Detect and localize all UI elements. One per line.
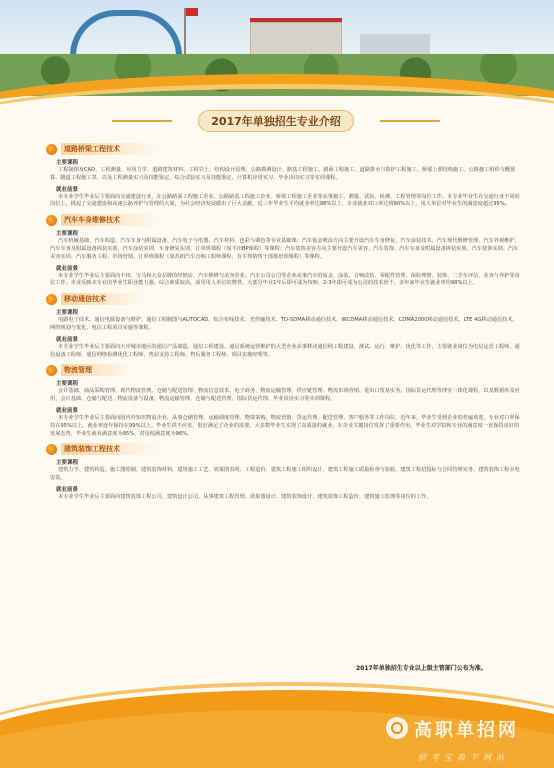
section-header [46,142,520,156]
section-header [46,363,520,377]
major-section [40,213,520,288]
watermark-logo-icon [386,717,408,739]
bullet-circle-icon [46,444,57,455]
employment-label: 就业前景 [56,486,79,493]
watermark-text: 高职单招网 [414,720,519,741]
employment-text: 本专业学生毕业后主要面向大中城市地区的通信产品制造、通信工程建设、通信系统运营维护的大型企业从事移动通信网工程建设、测试、运行、维护、优化等工作，主要就业岗位为电信运营工程师、通信设备工程师、通信网络检测优化工程师、售前支持工程师、售后服务工程师、项目实施经理等。 [50,343,520,358]
courses-text: 建筑力学、建筑构造、施工图绘制、建筑装饰材料、建筑施工工艺、效果图表现、工程造价、建筑工程施工组织设计、建筑工程施工质量检查与验收、建筑工程招投标与合同管理实务、建筑装饰工程水电安装。 [50,467,520,482]
employment-text: 本专业学生毕业后主要面向交通建设行业，在公路路面工程施工企业、公路路基工程施工企业、桥梁工程施工企业等从事施工、测量、试验、检测、工程管理等岗位工作。本专业毕业生在交通行业不同的岗位上，挑起了交通建设和高速公路养护与管理的大梁，为社会经济发展做出了巨大贡献。近三年毕业生平均就业率达98%以上，专业就业对口率达到90%以上，用人单位对毕业生的满意度超过95%。 [50,193,520,208]
section-header [46,442,520,456]
bullet-circle-icon [46,215,57,226]
employment-text: 本专业学生毕业后主要面向国内外知名物流企业，从事仓储管理、运输调度管理、物资采购、物流营销、货运代理、配送管理、客户服务等工作岗位。近年来，毕业生受到企业的普遍欢迎，专业对口率保持在95%以上，就业率连年保持在99%以上。毕业生供不应求，很好满足了企业的需要。大多数毕业生实现了高质量的就业，在企业关键岗位发挥了重要作用。毕业生对学院和专业的满意度一直保持良好的发展态势，毕业生就业满意度为95%，对母校满意度为96%。 [50,414,520,437]
employment-label: 就业前景 [56,336,79,343]
employment-text: 本专业学生毕业后主要面向建筑装饰工程公司、建筑设计公司，从事建筑工程管理、效果图设计、建筑装饰设计、建筑装饰工程造价、建筑施工监理等岗位的工作。 [58,493,432,500]
footer-note: 2017年单独招生专业以上级主管部门公布为准。 [356,665,487,672]
major-list [40,142,520,506]
section-header [46,292,520,306]
courses-text: 电路电子技术、通信电源设备与维护、通信工程制图与AUTOCAD、综合布线技术、光传输技术、TD-SDMA移动通信技术、WCDMA移动通信技术、CDMA2000移动通信技术、LTE 4G移动通信技术、网络规划与优化、电信工程项目实施等课程。 [50,317,518,331]
bullet-circle-icon [46,144,57,155]
flagpole [184,8,186,58]
employment-label: 就业前景 [56,186,79,193]
courses-label: 主要课程 [56,310,79,317]
courses-text: 会计基础、商品采购管理、现代物流管理、仓储与配送管理、物流信息技术、电子商务、物流运输管理、供应链管理、物流市场营销、进出口贸易实务、国际货运代理等理实一体化课程，以及数据库及应用、会计基础、仓储与配送、物流设备与设备、物流运输管理、仓储与配送管理、国际货运代理、毕业顶岗实习等实训课程。 [50,388,520,403]
major-section [40,363,520,438]
courses-label: 主要课程 [56,381,79,388]
major-section [40,142,520,209]
courses-text: 汽车机械基础、汽车构造、汽车车身与附属设备、汽车电子与电器、汽车材料、色彩与调色等专业基础课；汽车钣金喷涂方向主要开设汽车车身修复、汽车涂装技术、汽车现代维修管理、汽车外观维护、汽车车身及附属设备拆装实训、汽车涂装实训、车身修复实训、订单班课程（如丰田BP课程）等课程；汽车装饰美容方向主要开设汽车美容、汽车装饰、汽车车身及附属设备拆装实训、汽车装饰实训、汽车美容实训、汽车服务工程、市场营销、订单班课程（如苏朗汽车音响工程师课程、有车邦销售干部班培训课程）等课程。 [50,238,520,260]
page-title: 2017年单独招生专业介绍 [198,110,354,132]
employment-label: 就业前景 [56,265,79,272]
courses-text: 工程制图及CAD、工程测量、应用力学、道路建筑材料、工程岩土、结构设计原理、公路勘测设计、路基工程施工、路面工程施工、道路排水与防护工程施工、桥梁上部结构施工、公路施工组织与概预算、隧道工程施工等，以及工程测量实习及技能鉴定、综合试验实习及技能鉴定、计算机应用实习、毕业顶岗实习等实训课程。 [50,167,516,181]
title-divider-left [112,120,172,122]
section-title: 道路桥梁工程技术 [61,143,160,155]
bullet-circle-icon [46,365,57,376]
bullet-circle-icon [46,294,57,305]
courses-label: 主要课程 [56,460,79,467]
page-title-bar [176,110,376,132]
courses-label: 主要课程 [56,160,79,166]
courses-label: 主要课程 [56,231,79,238]
arch-structure [70,10,182,56]
section-header [46,213,520,227]
title-divider-right [380,120,440,122]
section-title: 移动通信技术 [61,293,146,305]
watermark-subtext: 招考宝典下网站 [418,753,509,762]
employment-text: 本专业学生毕业后主要面向丰田、宝马和大众品牌的经销店、汽车维修与美容企业、汽车公司公司等企业从事汽车的钣金、涂装、音响改装、零配件管理、保险理赔、装饰、二手车评估、美容与养护等岗位工作。企业反映本专业的毕业生职业能力强、综合素质较高，深受用人单位的赞誉。大部分毕业1年后即可成为技师，2-3年即可成为公司的技术骨干，多年来毕业生就业率均98%以上。 [50,272,520,287]
employment-label: 就业前景 [56,407,79,414]
section-title: 建筑装饰工程技术 [61,443,160,455]
section-title: 物流管理 [61,364,132,376]
major-section [40,292,520,359]
section-title: 汽车车身维修技术 [61,214,160,226]
major-section [40,442,520,501]
